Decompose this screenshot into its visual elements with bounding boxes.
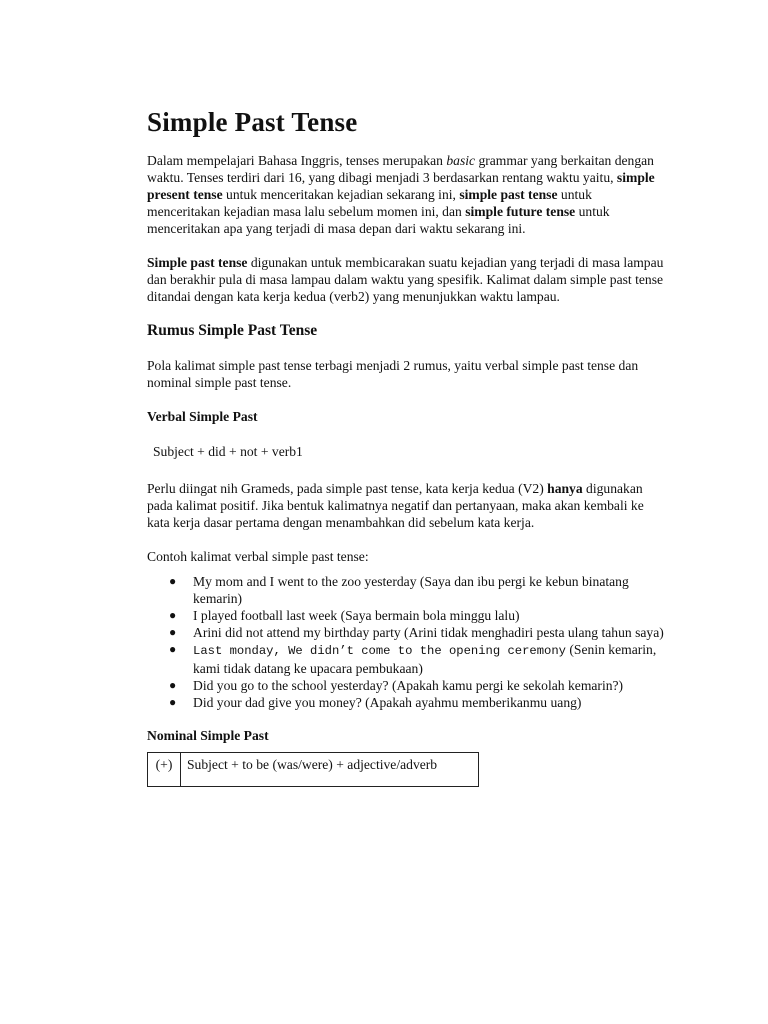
bullet-icon: ● [169,608,177,622]
table-cell-sign: (+) [148,753,181,787]
note-bold-hanya: hanya [547,481,583,496]
intro-text: untuk menceritakan apa yang terjadi di masa depan dari waktu sekarang ini. [147,204,610,236]
list-item [147,607,667,624]
table-row [148,753,479,787]
verbal-heading: Verbal Simple Past [147,409,258,424]
list-item [147,694,667,711]
list-item-text: Arini did not attend my birthday party (Arini tidak menghadiri pesta ulang tahun saya) [193,625,664,640]
list-item [147,641,667,677]
intro-bold-past: simple past tense [459,187,558,202]
definition-paragraph [147,254,667,305]
intro-text: untuk menceritakan kejadian masa lalu sebelum momen ini, dan [147,187,592,219]
bullet-icon: ● [169,695,177,709]
intro-italic-basic: basic [446,153,476,168]
rumus-paragraph: Pola kalimat simple past tense terbagi menjadi 2 rumus, yaitu verbal simple past tense dan nominal simple past tense. [147,358,639,390]
bullet-icon: ● [169,625,177,639]
list-item [147,624,667,641]
verbal-formula: Subject + did + not + verb1 [153,444,303,459]
bullet-icon: ● [169,642,177,656]
document-page [147,106,667,787]
list-item-text: (Senin kemarin, kami tidak datang ke upacara pembukaan) [193,642,657,676]
intro-text: grammar yang berkaitan dengan waktu. Tenses terdiri dari 16, yang dibagi menjadi 3 berdasarkan rentang waktu yaitu, [147,153,654,185]
list-item-text: My mom and I went to the zoo yesterday (Saya dan ibu pergi ke kebun binatang kemarin) [193,574,629,606]
list-item-text: Did your dad give you money? (Apakah ayahmu memberikanmu uang) [193,695,582,710]
bullet-icon: ● [169,574,177,588]
examples-list [147,573,667,711]
nominal-heading: Nominal Simple Past [147,728,269,743]
list-item-text: I played football last week (Saya bermain bola minggu lalu) [193,608,520,623]
list-item [147,573,667,607]
verbal-note-paragraph [147,480,667,531]
nominal-formula-table [147,752,479,787]
rumus-heading: Rumus Simple Past Tense [147,322,318,339]
intro-bold-present: simple present tense [147,170,655,202]
list-item-text: Did you go to the school yesterday? (Apakah kamu pergi ke sekolah kemarin?) [193,678,624,693]
list-item [147,677,667,694]
note-text: Perlu diingat nih Grameds, pada simple past tense, kata kerja kedua (V2) [147,481,548,496]
definition-bold: Simple past tense [147,255,248,270]
intro-text: Dalam mempelajari Bahasa Inggris, tenses merupakan [147,153,447,168]
page-title: Simple Past Tense [147,107,358,137]
table-cell-rule: Subject + to be (was/were) + adjective/adverb [181,753,479,787]
intro-bold-future: simple future tense [465,204,576,219]
examples-intro: Contoh kalimat verbal simple past tense: [147,549,369,564]
bullet-icon: ● [169,678,177,692]
intro-paragraph [147,152,667,237]
intro-text: untuk menceritakan kejadian sekarang ini, [222,187,460,202]
definition-text: digunakan untuk membicarakan suatu kejadian yang terjadi di masa lampau dan berakhir pula di masa lampau dalam waktu yang spesifik. Kalimat dalam simple past tense ditandai dengan kata kerja kedua (verb2) yang menunjukkan waktu lampau. [147,255,664,304]
note-text: digunakan pada kalimat positif. Jika bentuk kalimatnya negatif dan pertanyaan, maka akan kembali ke kata kerja dasar pertama dengan menambahkan did sebelum kata kerja. [147,481,644,530]
list-item-mono-text: Last monday, We didn’t come to the opening ceremony [193,644,566,658]
